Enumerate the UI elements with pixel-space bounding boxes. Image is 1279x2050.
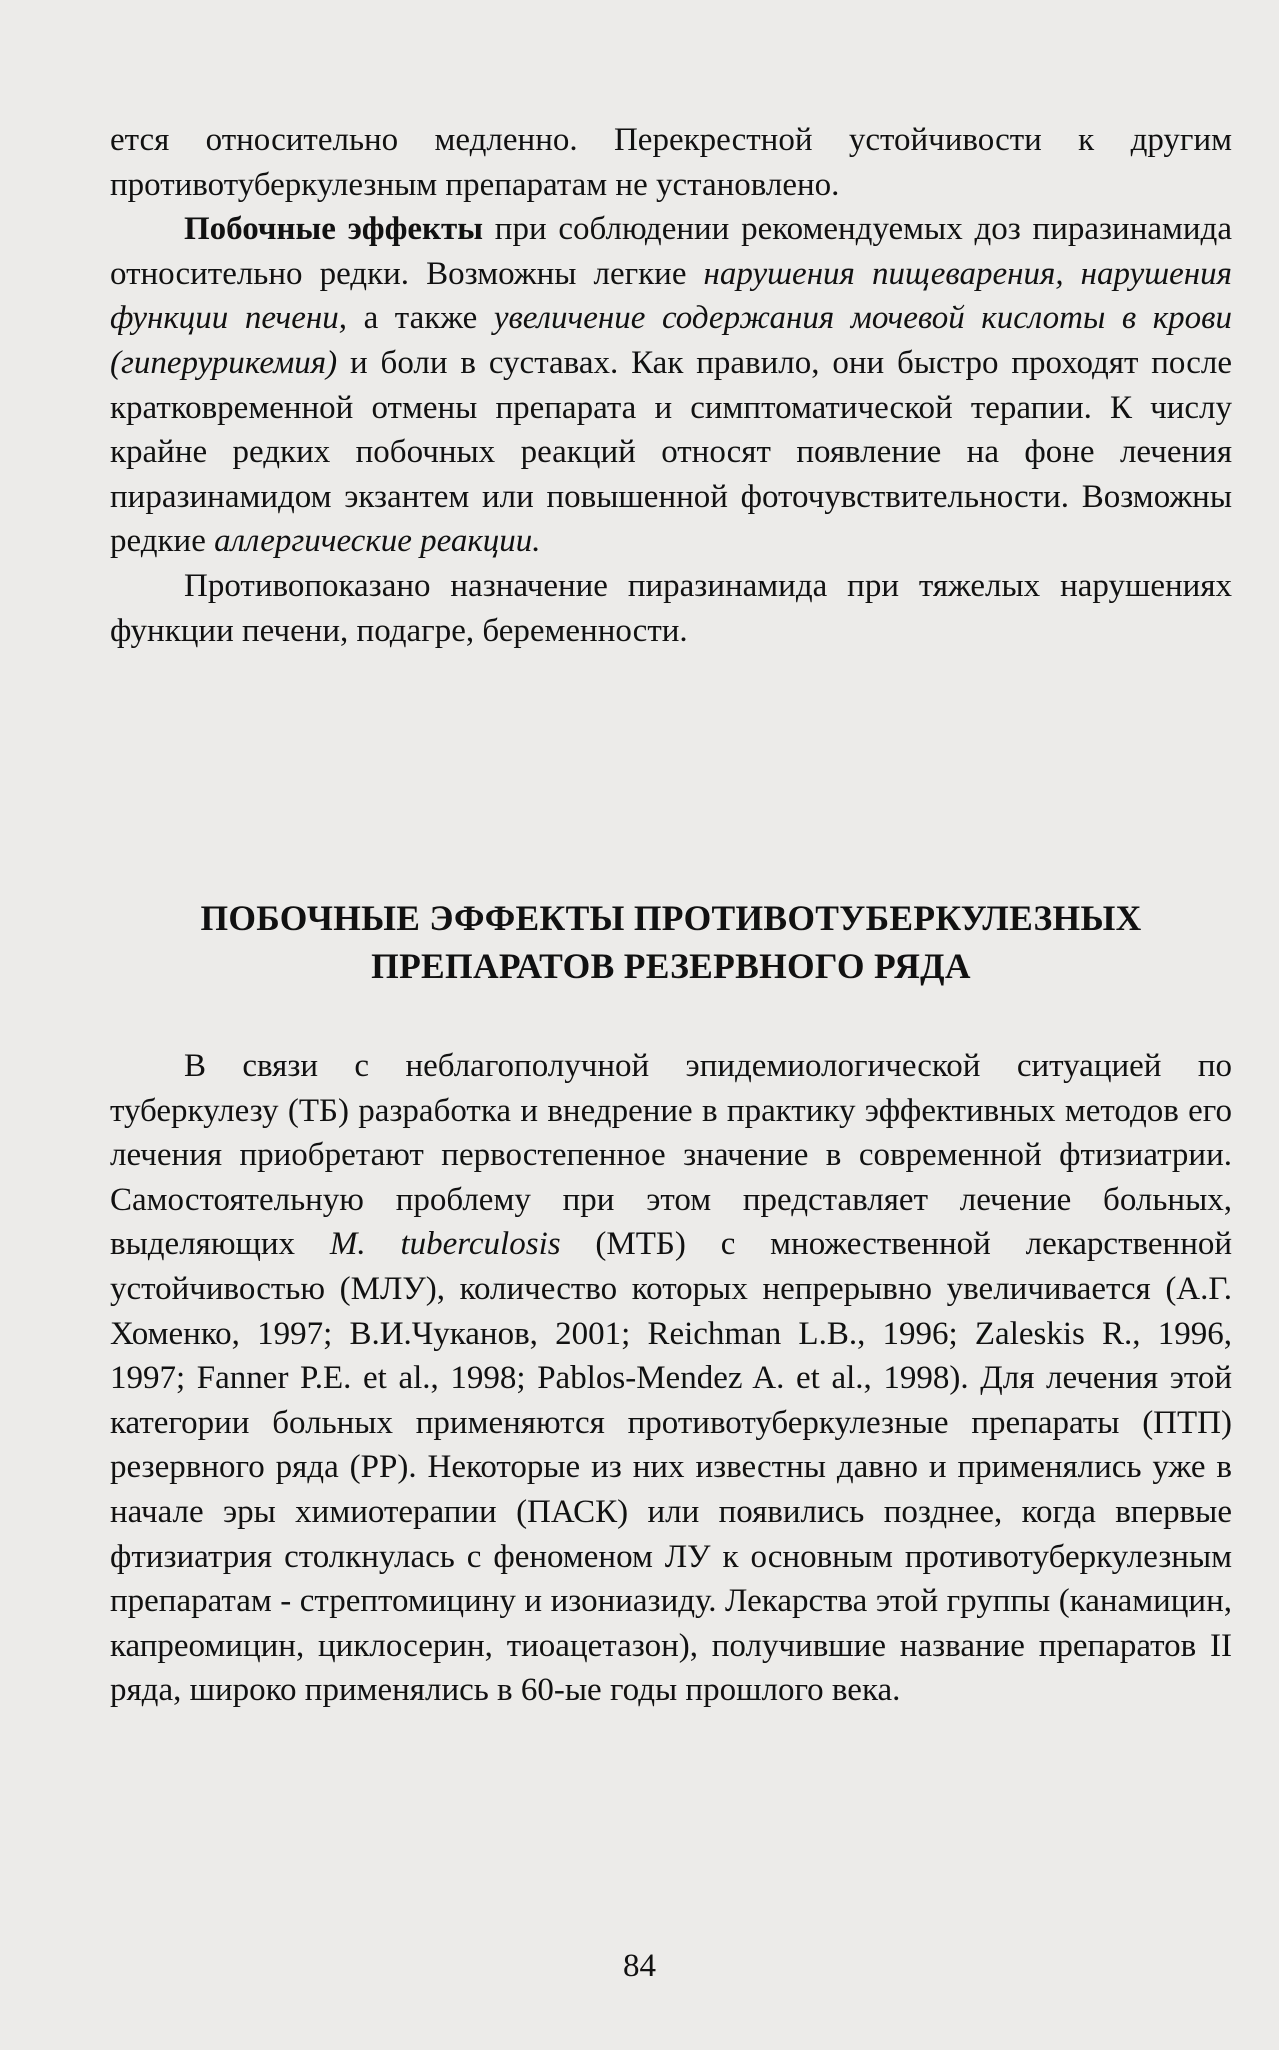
text-run: а также xyxy=(347,300,494,337)
italic-run: аллергические реакции. xyxy=(214,523,541,560)
paragraph-reserve-drugs xyxy=(110,1044,1232,1713)
text-section-pyrazinamide xyxy=(110,118,1232,653)
text-run: В связи с неблагополучной эпидемиологической ситуацией по туберкулезу (ТБ) разработка и внедрение в практику эффективных методов его лечения приобретают первостепенное значение в современной фтизиатрии. Самостоятельную проблему при этом представляет лечение больных, выделяющих xyxy=(110,1048,1232,1263)
italic-run: нарушения пищеварения, нарушения функции печени, xyxy=(110,255,1232,337)
paragraph-cross-resistance: ется относительно медленно. Перекрестной устойчивости к другим противотуберкулезным препаратам не установлено. xyxy=(110,122,1232,203)
text-section-reserve-drugs xyxy=(110,1044,1232,1713)
heading-line-1: ПОБОЧНЫЕ ЭФФЕКТЫ ПРОТИВОТУБЕРКУЛЕЗНЫХ xyxy=(200,898,1142,938)
text-run: при соблюдении рекомендуемых доз пиразинамида относительно редки. Возможны легкие xyxy=(110,211,1232,292)
italic-run: увеличение содержания мочевой кислоты в крови (гиперурикемия) xyxy=(110,300,1232,381)
page-number: 84 xyxy=(623,1948,656,1984)
section-heading xyxy=(110,894,1232,990)
side-effects-lead: Побочные эффекты xyxy=(184,211,484,248)
paragraph-contraindications: Противопоказано назначение пиразинамида при тяжелых нарушениях функции печени, подагре, беременности. xyxy=(110,567,1232,649)
text-run: и боли в суставах. Как правило, они быстро проходят после кратковременной отмены препарата и симптоматической терапии. К числу крайне редких побочных реакций относят появление на фоне лечения пиразинамидом экзантем или повышенной фоточувствительности. Возможны редкие xyxy=(110,344,1232,560)
heading-line-2: ПРЕПАРАТОВ РЕЗЕРВНОГО РЯДА xyxy=(371,946,971,986)
italic-run: M. tuberculosis xyxy=(329,1226,561,1263)
paragraph-side-effects xyxy=(110,207,1232,564)
text-run: (МТБ) с множественной лекарственной устойчивостью (МЛУ), количество которых непрерывно увеличивается (А.Г. Хоменко, 1997; В.И.Чуканов, 2001; Reichman L.B., 1996; Zaleskis R., 1996, 1997; Fanner P.E. et al., 1998; Pablos-Mendez A. et al., 1998). Для лечения этой категории больных применяются противотуберкулезные препараты (ПТП) резервного ряда (РР). Некоторые из них известны давно и применялись уже в начале эры химиотерапии (ПАСК) или появились позднее, когда впервые фтизиатрия столкнулась с феноменом ЛУ к основным противотуберкулезным препаратам - стрептомицину и изониазиду. Лекарства этой группы (канамицин, капреомицин, циклосерин, тиоацетазон), получившие название препаратов II ряда, широко применялись в 60-ые годы прошлого века. xyxy=(110,1226,1233,1709)
